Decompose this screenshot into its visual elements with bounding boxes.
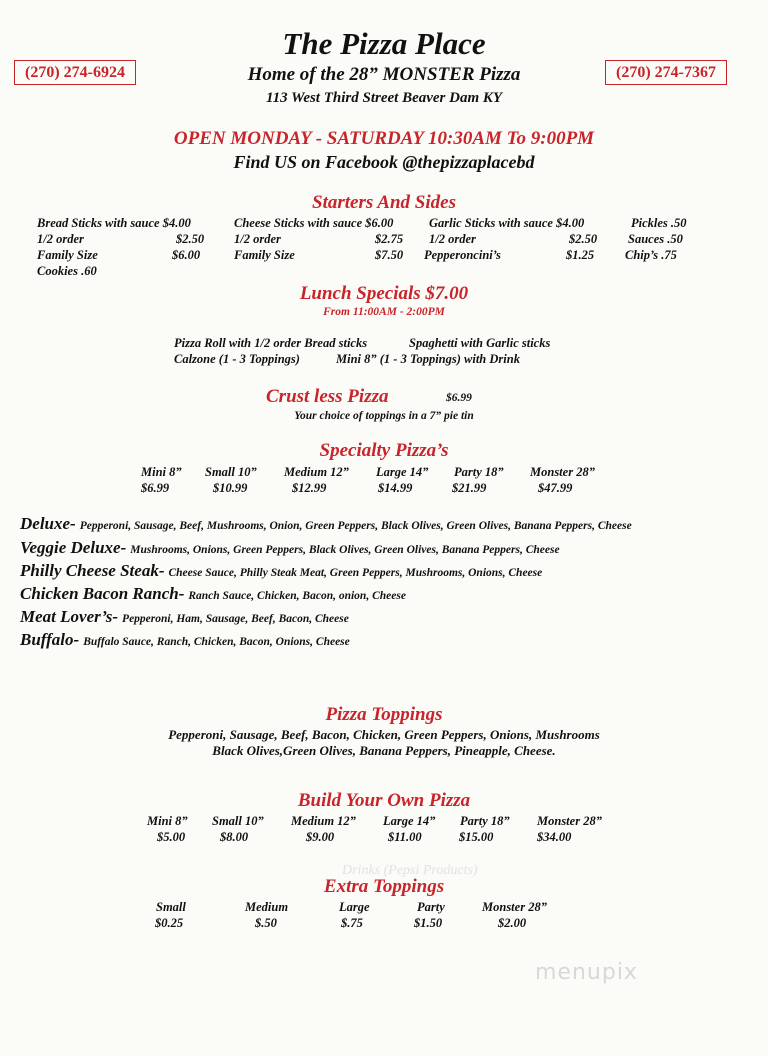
lunch-subtitle: From 11:00AM - 2:00PM [323,306,445,318]
size-price: $14.99 [378,481,413,495]
lunch-item: Calzone (1 - 3 Toppings) [174,352,300,366]
size-price: $8.00 [220,830,249,844]
size-price: $6.99 [141,481,170,495]
size-label: Large 14” [383,814,436,828]
starter-item: Family Size [234,248,295,262]
size-label: Monster 28” [530,465,595,479]
size-price: $11.00 [388,830,422,844]
starter-item: Cookies .60 [37,264,97,278]
starter-item: Bread Sticks with sauce $4.00 [37,216,191,230]
toppings-line: Black Olives,Green Olives, Banana Peppers, Pineapple, Cheese. [212,743,556,758]
size-price: $.50 [255,916,277,930]
pizza-name: Chicken Bacon Ranch- [20,584,185,603]
address: 113 West Third Street Beaver Dam KY [265,90,503,106]
size-price: $1.50 [414,916,443,930]
pizza-name: Meat Lover’s- [20,607,119,626]
specialty-pizza [20,584,406,604]
starter-price: $2.50 [569,232,598,246]
tagline: Home of the 28” MONSTER Pizza [247,64,521,85]
starter-item: Cheese Sticks with sauce $6.00 [234,216,394,230]
specialty-pizza [20,561,542,581]
starter-price: $6.00 [172,248,201,262]
size-label: Party [417,900,445,914]
size-label: Medium 12” [284,465,349,479]
opening-hours: OPEN MONDAY - SATURDAY 10:30AM To 9:00PM [173,128,595,149]
phone-right[interactable]: (270) 274-7367 [605,60,727,85]
bleed-through-text: Drinks (Pepsi Products) [342,863,478,878]
size-price: $0.25 [155,916,184,930]
pizza-desc: Pepperoni, Ham, Sausage, Beef, Bacon, Cheese [122,613,349,625]
facebook-link[interactable]: Find US on Facebook @thepizzaplacebd [233,152,535,172]
size-label: Mini 8” [147,814,188,828]
starter-price: $1.25 [566,248,595,262]
size-label: Mini 8” [141,465,182,479]
starter-price: $2.75 [375,232,404,246]
starter-price: $7.50 [375,248,404,262]
starter-item: Sauces .50 [628,232,683,246]
crustless-title: Crust less Pizza [266,386,389,407]
specialty-title: Specialty Pizza’s [319,440,449,461]
size-price: $5.00 [157,830,186,844]
starter-item: Pickles .50 [631,216,687,230]
pizza-desc: Mushrooms, Onions, Green Peppers, Black Olives, Green Olives, Banana Peppers, Cheese [130,544,560,556]
specialty-pizza [20,607,349,627]
extra-title: Extra Toppings [323,876,445,897]
starter-item: Family Size [37,248,98,262]
size-label: Small 10” [205,465,257,479]
pizza-desc: Pepperoni, Sausage, Beef, Mushrooms, Onion, Green Peppers, Black Olives, Green Olives, Banana Peppers, Cheese [79,520,632,532]
starter-item: 1/2 order [234,232,281,246]
starter-item: 1/2 order [429,232,476,246]
pizza-name: Philly Cheese Steak- [20,561,165,580]
watermark: menupix [535,960,638,985]
lunch-item: Mini 8” (1 - 3 Toppings) with Drink [336,352,520,366]
starter-item: Pepperoncini’s [424,248,501,262]
size-label: Large 14” [376,465,429,479]
lunch-item: Spaghetti with Garlic sticks [409,336,551,350]
pizza-desc: Ranch Sauce, Chicken, Bacon, onion, Cheese [188,590,406,602]
build-title: Build Your Own Pizza [297,790,471,811]
lunch-item: Pizza Roll with 1/2 order Bread sticks [174,336,368,350]
size-price: $34.00 [537,830,572,844]
crustless-desc: Your choice of toppings in a 7” pie tin [294,410,474,422]
pizza-name: Buffalo- [20,630,80,649]
size-label: Large [339,900,370,914]
size-label: Monster 28” [537,814,602,828]
starter-price: $2.50 [176,232,205,246]
specialty-pizza [20,514,632,534]
specialty-pizza [20,630,350,650]
size-price: $12.99 [292,481,327,495]
size-price: $.75 [341,916,363,930]
toppings-title: Pizza Toppings [325,704,443,725]
starters-title: Starters And Sides [312,192,456,213]
starter-item: 1/2 order [37,232,84,246]
size-price: $10.99 [213,481,248,495]
starter-item: Garlic Sticks with sauce $4.00 [429,216,585,230]
phone-left[interactable]: (270) 274-6924 [14,60,136,85]
size-price: $15.00 [459,830,494,844]
size-price: $2.00 [498,916,527,930]
starter-item: Chip’s .75 [625,248,677,262]
size-price: $9.00 [306,830,335,844]
restaurant-title: The Pizza Place [282,26,486,61]
pizza-name: Veggie Deluxe- [20,538,127,557]
size-price: $21.99 [452,481,487,495]
size-label: Party 18” [454,465,504,479]
size-label: Medium [245,900,289,914]
size-label: Medium 12” [291,814,356,828]
specialty-pizza [20,538,560,558]
size-label: Small [156,900,186,914]
toppings-line: Pepperoni, Sausage, Beef, Bacon, Chicken, Green Peppers, Onions, Mushrooms [168,727,600,742]
size-label: Small 10” [212,814,264,828]
size-label: Monster 28” [482,900,547,914]
crustless-price: $6.99 [446,392,472,404]
lunch-title: Lunch Specials $7.00 [299,283,469,304]
size-label: Party 18” [460,814,510,828]
size-price: $47.99 [538,481,573,495]
pizza-name: Deluxe- [20,514,76,533]
pizza-desc: Buffalo Sauce, Ranch, Chicken, Bacon, Onions, Cheese [83,636,350,648]
pizza-desc: Cheese Sauce, Philly Steak Meat, Green Peppers, Mushrooms, Onions, Cheese [168,567,543,579]
